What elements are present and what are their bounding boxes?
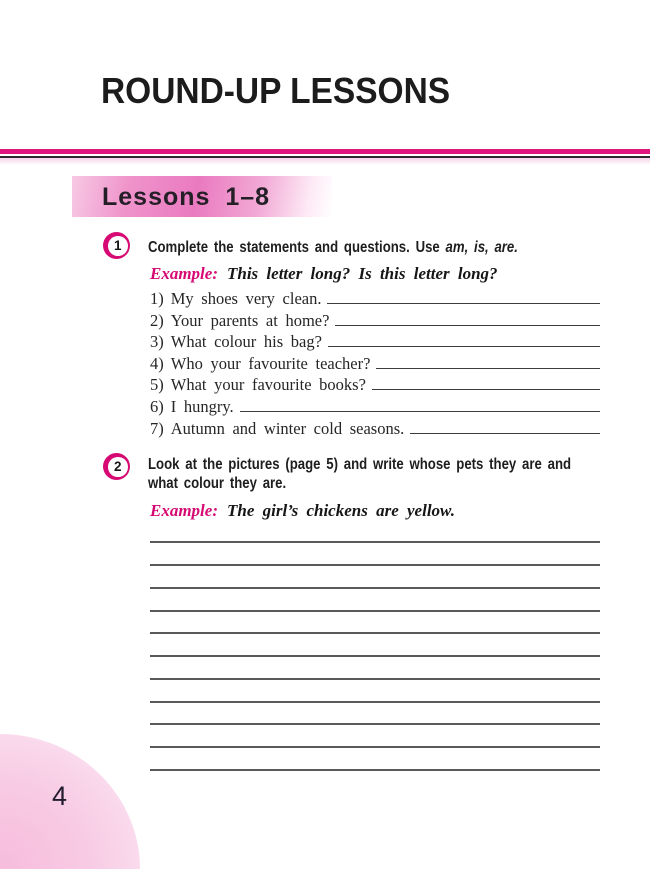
exercise1-number-badge [103, 232, 130, 259]
page-title: ROUND-UP LESSONS [101, 70, 451, 111]
exercise1-number: 1 [108, 236, 128, 256]
exercise1-example-label: Example: [150, 264, 218, 283]
writing-line [150, 566, 600, 589]
answer-blank [327, 291, 600, 304]
question-text: Autumn and winter cold seasons. [170, 418, 405, 438]
question-number: 3) [150, 332, 164, 352]
exercise1-instruction-text: Complete the statements and questions. Use [148, 239, 440, 256]
exercise1-instruction-emphasis: am, is, are. [445, 239, 518, 256]
writing-line [150, 657, 600, 680]
question-row [150, 353, 600, 375]
question-text: What your favourite books? [170, 375, 366, 395]
exercise2-instruction-line2: what colour they are. [148, 474, 287, 492]
answer-blank [376, 356, 600, 369]
answer-blank [372, 377, 600, 390]
exercise1-instruction [148, 239, 611, 258]
exercise2-example [150, 501, 455, 521]
writing-line [150, 748, 600, 771]
question-text: Your parents at home? [170, 310, 330, 330]
writing-area [150, 521, 600, 771]
question-number: 1) [150, 289, 164, 308]
answer-blank [328, 334, 600, 347]
question-number: 6) [150, 396, 164, 416]
section-banner [72, 176, 332, 217]
exercise1-example-text: This letter long? Is this letter long? [227, 264, 498, 283]
question-text: What colour his bag? [170, 332, 322, 352]
question-row [150, 310, 600, 332]
question-text: I hungry. [170, 396, 234, 416]
exercise2-instruction [148, 456, 611, 493]
exercise2-number: 2 [108, 457, 128, 477]
exercise2-example-label: Example: [150, 501, 218, 520]
answer-blank [410, 421, 600, 434]
question-row [150, 331, 600, 353]
writing-line [150, 725, 600, 748]
writing-line [150, 634, 600, 657]
question-text: My shoes very clean. [170, 289, 322, 308]
header-divider [0, 149, 650, 165]
exercise1-example [150, 264, 498, 284]
section-banner-label: Lessons 1–8 [102, 183, 271, 211]
question-number: 7) [150, 418, 164, 438]
question-row [150, 288, 600, 310]
writing-line [150, 543, 600, 566]
question-row [150, 374, 600, 396]
corner-decoration [0, 734, 140, 869]
exercise2-example-text: The girl’s chickens are yellow. [227, 501, 456, 520]
exercise2-number-badge [103, 453, 130, 480]
question-number: 4) [150, 353, 164, 373]
question-text: Who your favourite teacher? [170, 353, 371, 373]
page-number: 4 [52, 781, 68, 811]
question-row [150, 418, 600, 440]
writing-line [150, 612, 600, 635]
writing-line [150, 703, 600, 726]
question-row [150, 396, 600, 418]
writing-line [150, 521, 600, 544]
question-number: 5) [150, 375, 164, 395]
answer-blank [240, 399, 600, 412]
exercise2-instruction-line1: Look at the pictures (page 5) and write whose pets they are and [148, 456, 572, 473]
exercise1-items [150, 288, 600, 439]
writing-line [150, 680, 600, 703]
writing-line [150, 589, 600, 612]
answer-blank [335, 313, 600, 326]
divider-fade [0, 158, 650, 165]
question-number: 2) [150, 310, 164, 330]
